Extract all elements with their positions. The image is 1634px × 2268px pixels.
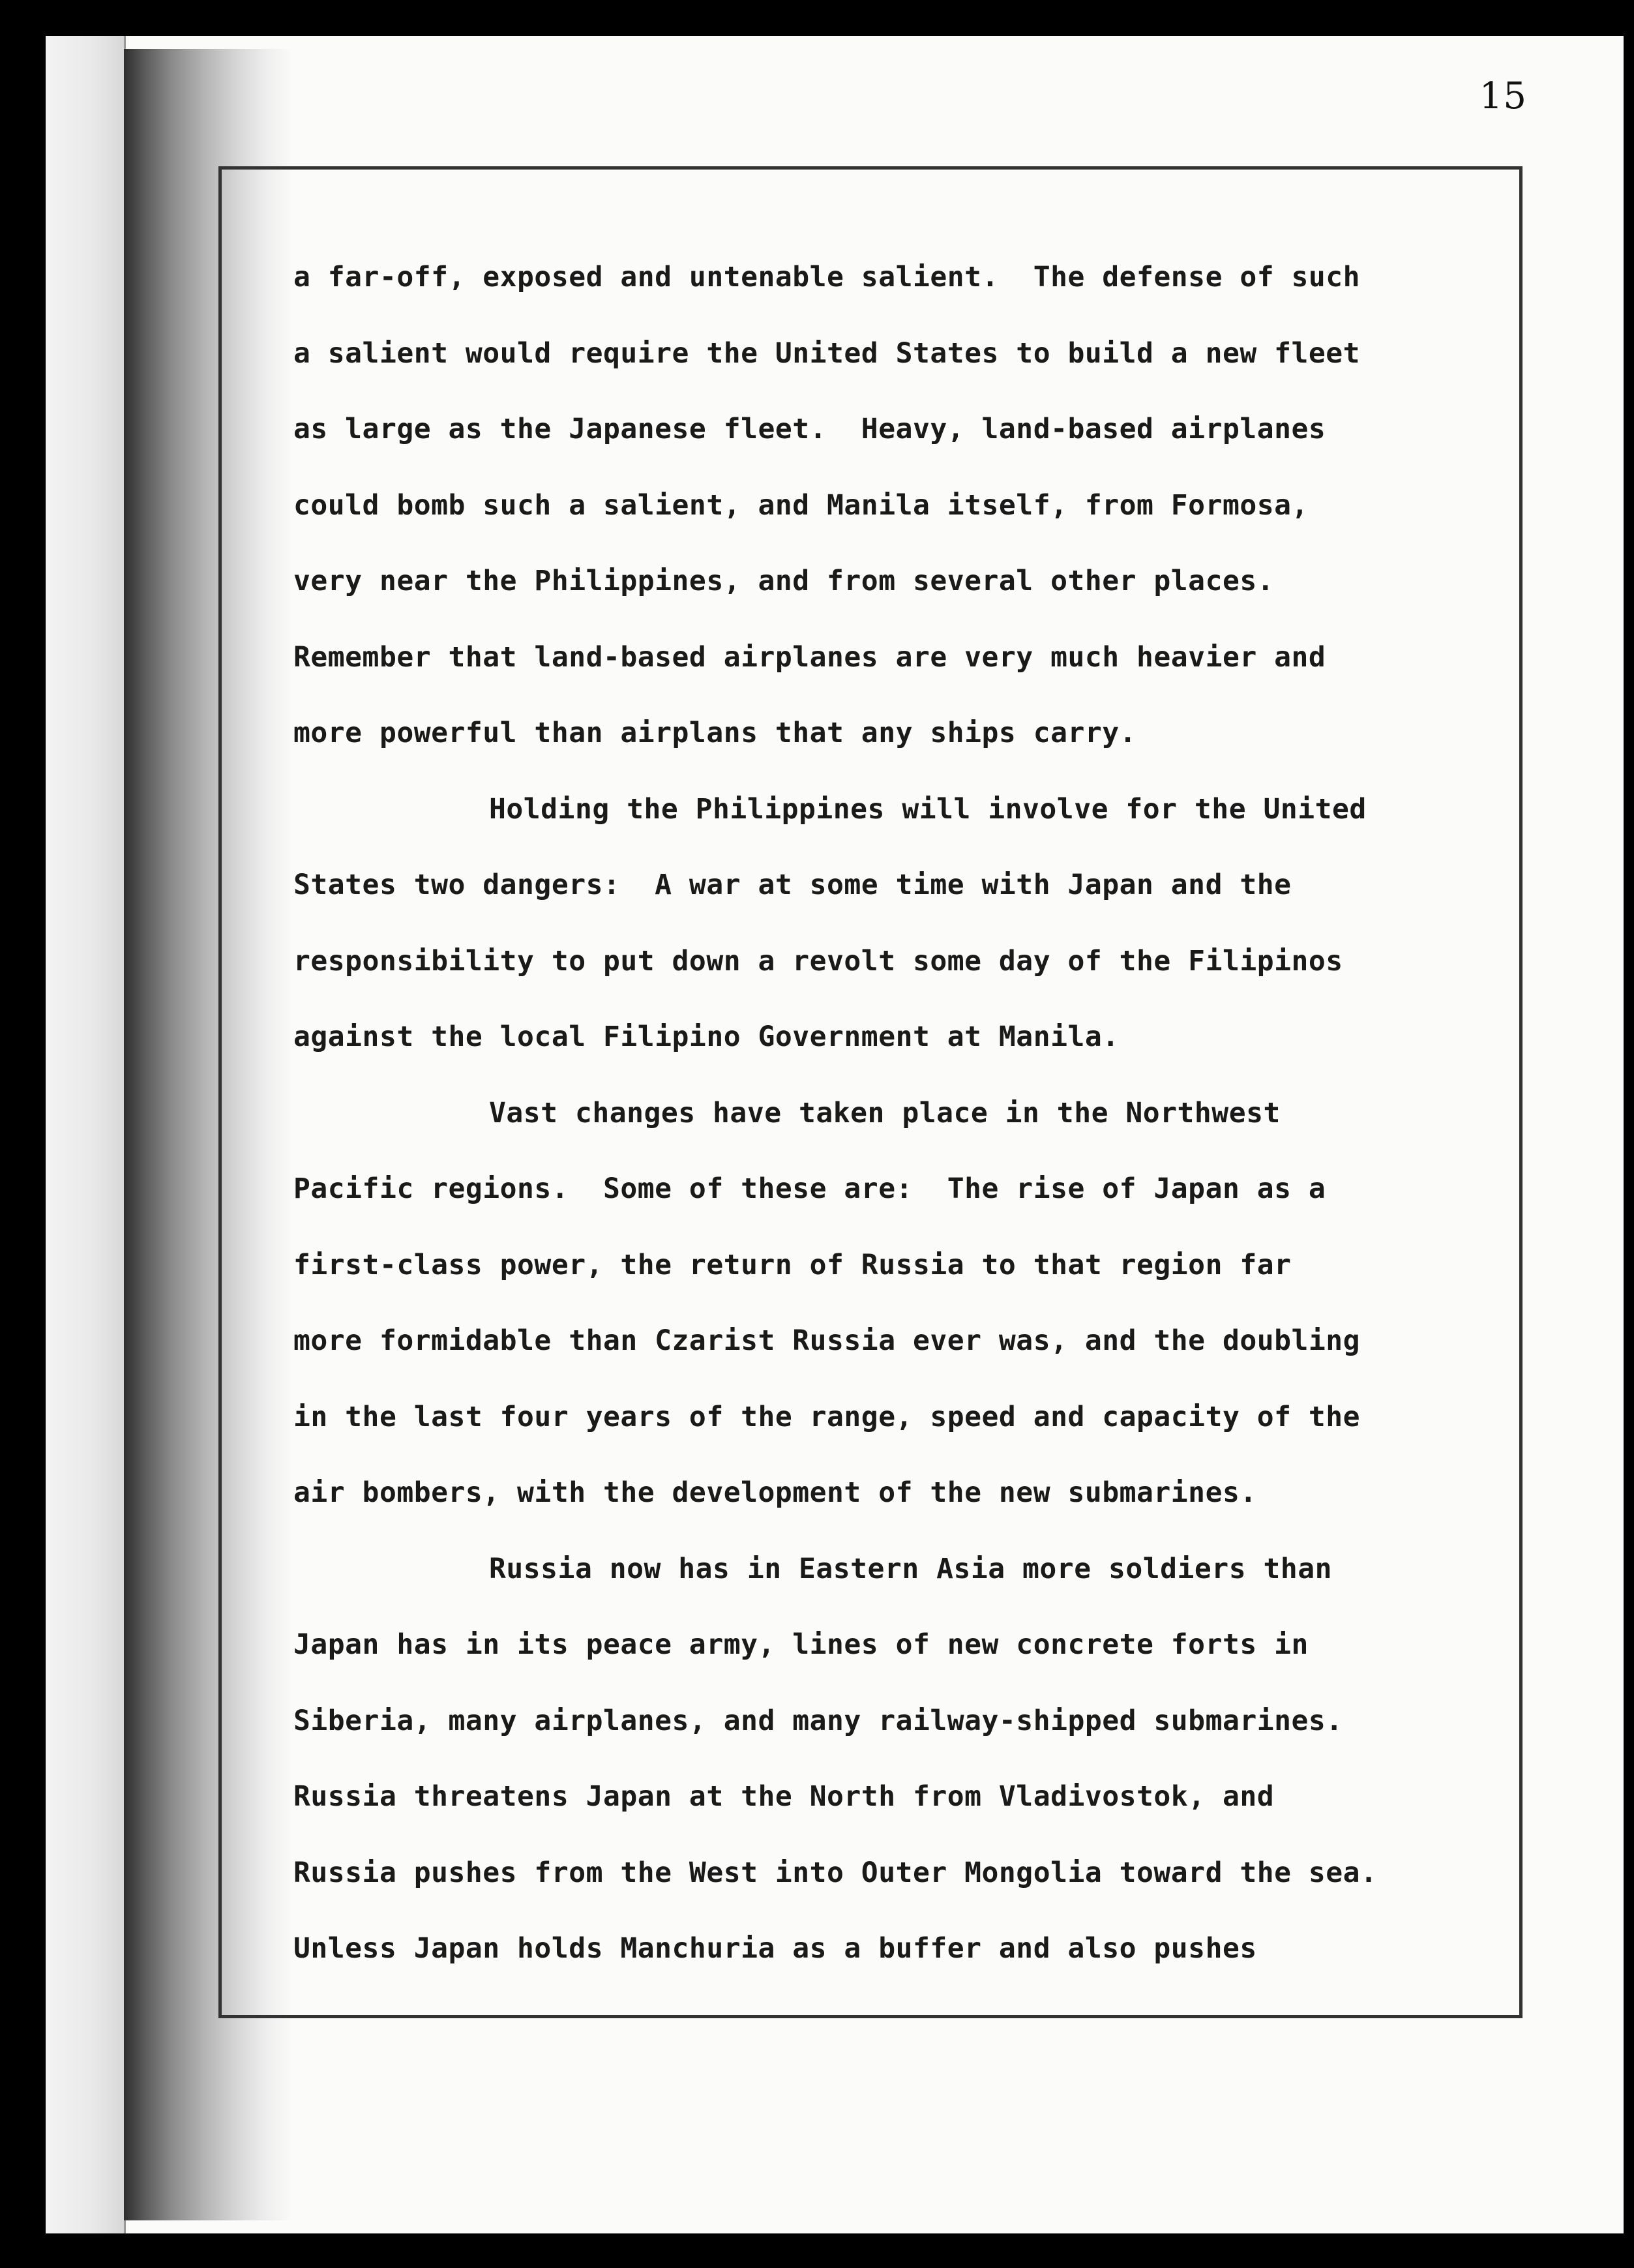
text-line: Unless Japan holds Manchuria as a buffer and also pushes (293, 1932, 1257, 1965)
text-line: responsibility to put down a revolt some day of the Filipinos (293, 944, 1343, 977)
text-line: very near the Philippines, and from several other places. (293, 565, 1275, 597)
text-line: a salient would require the United States to build a new fleet (293, 336, 1361, 370)
text-line: as large as the Japanese fleet. Heavy, land-based airplanes (293, 413, 1326, 445)
text-frame (218, 166, 1523, 2018)
text-line: more formidable than Czarist Russia ever was, and the doubling (293, 1324, 1361, 1357)
body-text (293, 258, 1519, 2005)
paragraph-first-line: Russia now has in Eastern Asia more soldiers than (489, 1552, 1333, 1585)
text-line: Russia threatens Japan at the North from Vladivostok, and (293, 1780, 1275, 1813)
paragraph-first-line: Vast changes have taken place in the Northwest (489, 1096, 1281, 1129)
paper-sheet (46, 36, 1624, 2233)
text-line: a far-off, exposed and untenable salient. The defense of such (293, 261, 1361, 293)
text-line: Russia pushes from the West into Outer Mongolia toward the sea. (293, 1856, 1378, 1889)
text-line: Remember that land-based airplanes are very much heavier and (293, 640, 1326, 674)
page-edge-strip (46, 36, 126, 2233)
text-line: first-class power, the return of Russia to that region far (293, 1248, 1292, 1281)
text-line: air bombers, with the development of the new submarines. (293, 1476, 1257, 1509)
text-line: more powerful than airplans that any ships carry. (293, 717, 1137, 749)
text-line: could bomb such a salient, and Manila itself, from Formosa, (293, 488, 1309, 522)
text-line: against the local Filipino Government at Manila. (293, 1021, 1120, 1053)
text-line: States two dangers: A war at some time with Japan and the (293, 869, 1292, 901)
paragraph-first-line: Holding the Philippines will involve for the United (489, 792, 1367, 826)
text-line: Siberia, many airplanes, and many railway-shipped submarines. (293, 1704, 1343, 1737)
page-number: 15 (1479, 75, 1527, 117)
text-line: Japan has in its peace army, lines of new concrete forts in (293, 1628, 1309, 1661)
text-line: in the last four years of the range, speed and capacity of the (293, 1400, 1361, 1433)
text-line: Pacific regions. Some of these are: The rise of Japan as a (293, 1172, 1326, 1205)
